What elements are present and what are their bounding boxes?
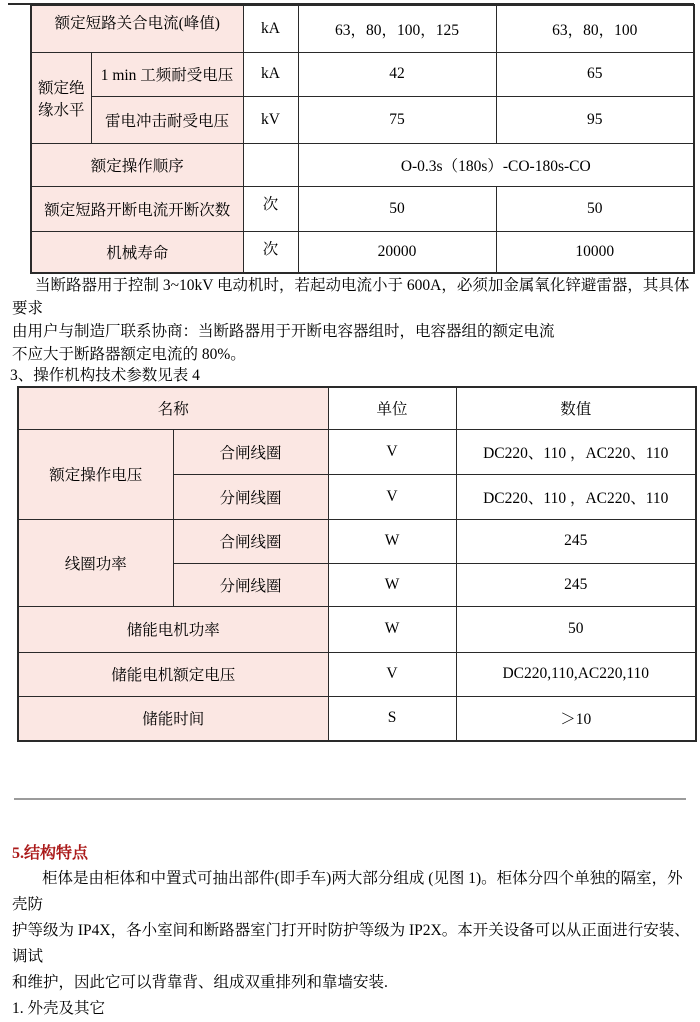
breaker-params-table <box>30 4 695 274</box>
table-row <box>18 429 696 474</box>
value-cell: DC220、110 ，AC220、110 <box>456 429 696 474</box>
header-unit-cell: 单位 <box>328 387 456 429</box>
value-cell: 50 <box>456 606 696 652</box>
table-row <box>18 652 696 696</box>
table-row <box>31 96 694 143</box>
value-cell: 65 <box>496 52 694 96</box>
param-label-cell: 额定操作顺序 <box>31 143 243 186</box>
note-paragraph <box>12 274 694 366</box>
note-line: 不应大于断路器额定电流的 80%。 <box>12 346 246 363</box>
table-row <box>31 5 694 52</box>
param-label-cell: 合闸线圈 <box>173 519 328 563</box>
section-divider <box>14 798 686 800</box>
param-label-cell: 分闸线圈 <box>173 474 328 519</box>
param-label-cell: 1 min 工频耐受电压 <box>91 52 243 96</box>
param-label-cell: 合闸线圈 <box>173 429 328 474</box>
table-row <box>31 186 694 231</box>
header-name-cell: 名称 <box>18 387 328 429</box>
param-label-cell: 额定短路关合电流(峰值) <box>31 5 243 52</box>
value-cell: 245 <box>456 563 696 606</box>
unit-cell: V <box>328 652 456 696</box>
unit-cell: kV <box>243 96 298 143</box>
unit-cell <box>243 143 298 186</box>
param-label-cell: 储能电机功率 <box>18 606 328 652</box>
table-row <box>31 231 694 273</box>
param-label-cell: 储能电机额定电压 <box>18 652 328 696</box>
param-group-cell: 额定操作电压 <box>18 429 173 519</box>
value-cell: DC220,110,AC220,110 <box>456 652 696 696</box>
structure-paragraph <box>12 866 696 1022</box>
param-label-cell: 储能时间 <box>18 696 328 741</box>
structure-section-heading: 5.结构特点 <box>12 845 89 862</box>
value-cell: 20000 <box>298 231 496 273</box>
table-row <box>18 696 696 741</box>
unit-cell: 次 <box>243 186 298 231</box>
mechanism-heading: 3、操作机构技术参数见表 4 <box>10 367 200 384</box>
note-line: 由用户与制造厂联系协商：当断路器用于开断电容器组时，电容器组的额定电流 <box>12 323 555 340</box>
table-row <box>18 606 696 652</box>
structure-subheading: 1. 外壳及其它 <box>12 1000 106 1017</box>
value-cell: 63，80，100 <box>496 5 694 52</box>
param-label-cell: 分闸线圈 <box>173 563 328 606</box>
unit-cell: V <box>328 429 456 474</box>
unit-cell: W <box>328 606 456 652</box>
table-row <box>18 519 696 563</box>
value-cell: 50 <box>298 186 496 231</box>
value-cell: 75 <box>298 96 496 143</box>
value-cell: 95 <box>496 96 694 143</box>
unit-cell: V <box>328 474 456 519</box>
unit-cell: W <box>328 563 456 606</box>
unit-cell: 次 <box>243 231 298 273</box>
unit-cell: S <box>328 696 456 741</box>
param-label-cell: 机械寿命 <box>31 231 243 273</box>
structure-line: 和维护，因此它可以背靠背、组成双重排列和靠墙安装. <box>12 974 388 991</box>
value-cell: 63，80，100，125 <box>298 5 496 52</box>
mechanism-params-table <box>17 386 697 742</box>
value-cell: 50 <box>496 186 694 231</box>
structure-line: 柜体是由柜体和中置式可抽出部件(即手车)两大部分组成 (见图 1)。柜体分四个单独的隔室，外壳防 <box>12 870 683 913</box>
note-line: 当断路器用于控制 3~10kV 电动机时，若起动电流小于 600A，必须加金属氧化锌避雷器，其具体要求 <box>12 277 690 317</box>
structure-line: 护等级为 IP4X，各小室间和断路器室门打开时防护等级为 IP2X。本开关设备可以从正面进行安装、调试 <box>12 922 690 965</box>
table-header-row <box>18 387 696 429</box>
value-cell: O-0.3s（180s）-CO-180s-CO <box>298 143 694 186</box>
param-label-cell: 雷电冲击耐受电压 <box>91 96 243 143</box>
value-cell: 245 <box>456 519 696 563</box>
unit-cell: kA <box>243 5 298 52</box>
value-cell: 10000 <box>496 231 694 273</box>
header-value-cell: 数值 <box>456 387 696 429</box>
table-row <box>31 143 694 186</box>
table-row <box>31 52 694 96</box>
param-label-cell: 额定短路开断电流开断次数 <box>31 186 243 231</box>
value-cell: ＞10 <box>456 696 696 741</box>
param-group-cell: 额定绝缘水平 <box>31 52 91 143</box>
unit-cell: W <box>328 519 456 563</box>
unit-cell: kA <box>243 52 298 96</box>
value-cell: 42 <box>298 52 496 96</box>
value-cell: DC220、110 ，AC220、110 <box>456 474 696 519</box>
param-group-cell: 线圈功率 <box>18 519 173 606</box>
